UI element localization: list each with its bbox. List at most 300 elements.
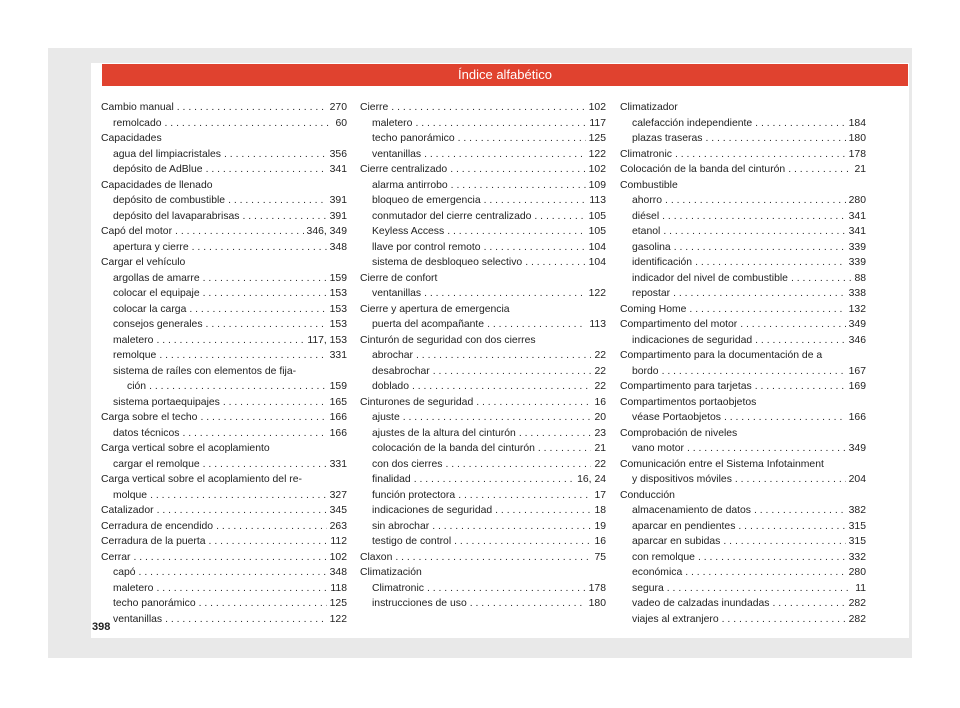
index-subentry bbox=[360, 240, 606, 256]
entry-label: Colocación de la banda del cinturón bbox=[620, 164, 786, 175]
entry-label: Catalizador bbox=[101, 505, 154, 516]
entry-label: Carga vertical sobre el acoplamiento del re- bbox=[101, 474, 302, 485]
entry-label: instrucciones de uso bbox=[372, 598, 467, 609]
entry-page-ref: 117, 153 bbox=[307, 334, 347, 346]
entry-page-ref: 270 bbox=[329, 102, 347, 113]
entry-page-ref: 132 bbox=[848, 303, 866, 315]
index-subentry bbox=[360, 457, 606, 473]
entry-label: cargar el remolque bbox=[113, 458, 200, 470]
index-subentry bbox=[620, 410, 866, 426]
dot-leader bbox=[735, 472, 846, 488]
index-entry bbox=[101, 255, 347, 271]
entry-label: Cierre de confort bbox=[360, 272, 438, 284]
index-subentry bbox=[101, 193, 347, 209]
entry-label: Compartimentos portaobjetos bbox=[620, 396, 757, 408]
entry-label: Cierre bbox=[360, 102, 389, 113]
entry-label: Claxon bbox=[360, 551, 393, 563]
dot-leader bbox=[687, 441, 846, 457]
index-subentry bbox=[101, 426, 347, 442]
entry-label: Cierre y apertura de emergencia bbox=[360, 303, 510, 315]
entry-label: puerta del acompañante bbox=[372, 319, 485, 330]
entry-page-ref: 75 bbox=[594, 551, 606, 563]
dot-leader bbox=[538, 441, 592, 457]
entry-page-ref: 159 bbox=[329, 272, 347, 284]
entry-page-ref: 118 bbox=[330, 582, 347, 594]
entry-label: ción bbox=[127, 381, 147, 392]
entry-page-ref: 391 bbox=[329, 210, 347, 222]
entry-page-ref: 88 bbox=[854, 272, 866, 284]
entry-label: almacenamiento de datos bbox=[632, 505, 751, 516]
dot-leader bbox=[487, 317, 586, 333]
dot-leader bbox=[458, 131, 586, 147]
index-subentry bbox=[101, 348, 347, 364]
index-entry bbox=[620, 379, 866, 395]
index-subentry bbox=[620, 364, 866, 380]
entry-label: colocar la carga bbox=[113, 303, 187, 315]
dot-leader bbox=[667, 581, 852, 597]
dot-leader bbox=[689, 302, 845, 318]
entry-page-ref: 315 bbox=[848, 536, 866, 547]
index-subentry bbox=[360, 488, 606, 504]
entry-label: argollas de amarre bbox=[113, 272, 200, 284]
index-entry bbox=[101, 224, 347, 240]
entry-label: remolcado bbox=[113, 117, 162, 129]
entry-page-ref: 109 bbox=[588, 179, 606, 191]
index-entry bbox=[360, 333, 606, 349]
entry-label: ventanillas bbox=[113, 613, 163, 625]
entry-page-ref: 341 bbox=[848, 210, 866, 222]
entry-label: sistema de desbloqueo selectivo bbox=[372, 257, 523, 268]
entry-label: Coming Home bbox=[620, 303, 687, 315]
dot-leader bbox=[192, 240, 327, 256]
entry-page-ref: 20 bbox=[594, 412, 606, 423]
entry-page-ref: 315 bbox=[848, 520, 866, 532]
dot-leader bbox=[495, 503, 591, 519]
entry-page-ref: 166 bbox=[329, 427, 347, 439]
index-subentry bbox=[360, 364, 606, 380]
entry-label: desabrochar bbox=[372, 365, 430, 377]
entry-label: repostar bbox=[632, 288, 671, 299]
entry-page-ref: 23 bbox=[594, 427, 606, 439]
dot-leader bbox=[673, 286, 846, 302]
entry-page-ref: 16 bbox=[594, 536, 606, 547]
entry-page-ref: 166 bbox=[848, 412, 866, 423]
entry-label: doblado bbox=[372, 381, 409, 392]
dot-leader bbox=[724, 410, 846, 426]
index-subentry bbox=[101, 488, 347, 504]
entry-label: Carga vertical sobre el acoplamiento bbox=[101, 443, 270, 454]
index-subentry bbox=[620, 333, 866, 349]
entry-page-ref: 16 bbox=[594, 396, 606, 408]
dot-leader bbox=[458, 488, 591, 504]
index-subentry bbox=[101, 271, 347, 287]
dot-leader bbox=[740, 317, 845, 333]
dot-leader bbox=[224, 147, 327, 163]
dot-leader bbox=[182, 426, 326, 442]
entry-page-ref: 112 bbox=[330, 536, 347, 547]
entry-label: sin abrochar bbox=[372, 520, 430, 532]
dot-leader bbox=[424, 147, 586, 163]
entry-label: sistema portaequipajes bbox=[113, 396, 220, 408]
dot-leader bbox=[159, 348, 326, 364]
entry-label: bordo bbox=[632, 365, 659, 377]
entry-label: capó bbox=[113, 567, 136, 578]
index-entry bbox=[620, 162, 866, 178]
entry-page-ref: 22 bbox=[594, 350, 606, 361]
entry-label: Compartimento del motor bbox=[620, 319, 738, 330]
index-subentry bbox=[360, 441, 606, 457]
index-subentry bbox=[101, 209, 347, 225]
entry-page-ref: 153 bbox=[329, 319, 347, 330]
entry-page-ref: 166 bbox=[329, 412, 347, 423]
dot-leader bbox=[395, 550, 591, 566]
entry-page-ref: 167 bbox=[848, 365, 866, 377]
dot-leader bbox=[662, 209, 846, 225]
dot-leader bbox=[447, 224, 585, 240]
entry-label: gasolina bbox=[632, 241, 671, 253]
entry-label: depósito del lavaparabrisas bbox=[113, 210, 240, 222]
index-subentry bbox=[360, 116, 606, 132]
entry-page-ref: 165 bbox=[329, 396, 347, 408]
dot-leader bbox=[450, 162, 585, 178]
entry-page-ref: 280 bbox=[848, 567, 866, 578]
entry-page-ref: 153 bbox=[329, 303, 347, 315]
index-subentry bbox=[620, 503, 866, 519]
entry-label: testigo de control bbox=[372, 536, 452, 547]
index-entry bbox=[620, 488, 866, 504]
dot-leader bbox=[199, 596, 327, 612]
dot-leader bbox=[424, 286, 586, 302]
entry-label: Conducción bbox=[620, 489, 675, 501]
dot-leader bbox=[200, 410, 326, 426]
dot-leader bbox=[663, 224, 845, 240]
index-subentry bbox=[360, 472, 606, 488]
entry-label: Climatronic bbox=[620, 148, 672, 160]
dot-leader bbox=[216, 519, 327, 535]
index-subentry bbox=[101, 116, 347, 132]
index-subentry bbox=[620, 565, 866, 581]
dot-leader bbox=[755, 116, 845, 132]
index-subentry bbox=[620, 534, 866, 550]
index-subentry bbox=[101, 379, 347, 395]
entry-page-ref: 341 bbox=[848, 226, 866, 237]
dot-leader bbox=[432, 519, 591, 535]
dot-leader bbox=[675, 147, 846, 163]
entry-label: Capacidades bbox=[101, 133, 162, 144]
entry-label: Combustible bbox=[620, 179, 678, 191]
entry-page-ref: 21 bbox=[854, 164, 866, 175]
entry-label: Cinturón de seguridad con dos cierres bbox=[360, 334, 536, 346]
entry-label: consejos generales bbox=[113, 319, 203, 330]
entry-label: ahorro bbox=[632, 195, 663, 206]
entry-page-ref: 282 bbox=[848, 598, 866, 609]
index-subentry bbox=[620, 240, 866, 256]
index-subentry bbox=[620, 472, 866, 488]
entry-page-ref: 339 bbox=[848, 257, 866, 268]
entry-label: maletero bbox=[372, 117, 413, 129]
entry-label: Climatizador bbox=[620, 102, 678, 113]
entry-page-ref: 22 bbox=[594, 458, 606, 470]
index-column-1 bbox=[101, 100, 347, 627]
entry-label: Comprobación de niveles bbox=[620, 427, 738, 439]
entry-page-ref: 122 bbox=[588, 148, 606, 160]
entry-label: etanol bbox=[632, 226, 661, 237]
entry-label: indicaciones de seguridad bbox=[632, 334, 753, 346]
dot-leader bbox=[755, 379, 846, 395]
entry-page-ref: 331 bbox=[329, 350, 347, 361]
entry-label: vadeo de calzadas inundadas bbox=[632, 598, 770, 609]
entry-label: viajes al extranjero bbox=[632, 613, 719, 625]
entry-label: alarma antirrobo bbox=[372, 179, 448, 191]
index-entry bbox=[101, 131, 347, 147]
entry-page-ref: 117 bbox=[589, 117, 606, 129]
index-subentry bbox=[620, 193, 866, 209]
dot-leader bbox=[791, 271, 851, 287]
dot-leader bbox=[722, 612, 846, 628]
entry-label: depósito de AdBlue bbox=[113, 164, 203, 175]
index-subentry bbox=[620, 255, 866, 271]
entry-label: ventanillas bbox=[372, 288, 422, 299]
entry-page-ref: 122 bbox=[588, 288, 606, 299]
entry-label: Cargar el vehículo bbox=[101, 257, 186, 268]
dot-leader bbox=[203, 286, 327, 302]
dot-leader bbox=[674, 240, 846, 256]
index-subentry bbox=[360, 426, 606, 442]
dot-leader bbox=[519, 426, 592, 442]
dot-leader bbox=[203, 271, 327, 287]
dot-leader bbox=[662, 364, 846, 380]
entry-label: Cierre centralizado bbox=[360, 164, 448, 175]
entry-page-ref: 122 bbox=[329, 613, 347, 625]
entry-page-ref: 21 bbox=[594, 443, 606, 454]
index-entry bbox=[360, 395, 606, 411]
index-subentry bbox=[101, 317, 347, 333]
entry-label: Capó del motor bbox=[101, 226, 173, 237]
index-entry bbox=[360, 302, 606, 318]
index-subentry bbox=[101, 596, 347, 612]
entry-page-ref: 349 bbox=[848, 319, 866, 330]
index-subentry bbox=[360, 596, 606, 612]
index-subentry bbox=[620, 612, 866, 628]
entry-label: con dos cierres bbox=[372, 458, 443, 470]
index-entry bbox=[360, 271, 606, 287]
entry-label: llave por control remoto bbox=[372, 241, 481, 253]
entry-label: con remolque bbox=[632, 551, 695, 563]
index-entry bbox=[620, 302, 866, 318]
index-subentry bbox=[101, 457, 347, 473]
index-subentry bbox=[360, 193, 606, 209]
entry-page-ref: 345 bbox=[329, 505, 347, 516]
entry-label: ajuste bbox=[372, 412, 400, 423]
dot-leader bbox=[206, 162, 327, 178]
dot-leader bbox=[451, 178, 586, 194]
index-entry bbox=[101, 503, 347, 519]
entry-label: Cambio manual bbox=[101, 102, 174, 113]
index-entry bbox=[620, 147, 866, 163]
page-number: 398 bbox=[92, 621, 111, 633]
entry-label: Cerrar bbox=[101, 551, 131, 563]
entry-page-ref: 180 bbox=[848, 133, 866, 144]
dot-leader bbox=[788, 162, 851, 178]
entry-page-ref: 341 bbox=[329, 164, 347, 175]
entry-page-ref: 184 bbox=[848, 117, 866, 129]
dot-leader bbox=[203, 457, 327, 473]
index-subentry bbox=[620, 550, 866, 566]
entry-label: Climatronic bbox=[372, 582, 424, 594]
entry-label: ventanillas bbox=[372, 148, 422, 160]
index-subentry bbox=[360, 348, 606, 364]
dot-leader bbox=[149, 379, 327, 395]
index-subentry bbox=[620, 441, 866, 457]
entry-label: conmutador del cierre centralizado bbox=[372, 210, 532, 222]
index-subentry bbox=[101, 364, 347, 380]
dot-leader bbox=[433, 364, 592, 380]
entry-page-ref: 18 bbox=[594, 505, 606, 516]
dot-leader bbox=[157, 503, 327, 519]
entry-page-ref: 159 bbox=[329, 381, 347, 392]
entry-page-ref: 338 bbox=[848, 288, 866, 299]
entry-label: remolque bbox=[113, 350, 157, 361]
index-subentry bbox=[620, 224, 866, 240]
entry-label: Carga sobre el techo bbox=[101, 412, 198, 423]
dot-leader bbox=[695, 255, 846, 271]
entry-label: aparcar en pendientes bbox=[632, 520, 736, 532]
index-subentry bbox=[360, 410, 606, 426]
dot-leader bbox=[698, 550, 846, 566]
dot-leader bbox=[165, 116, 333, 132]
entry-page-ref: 339 bbox=[848, 241, 866, 253]
entry-label: techo panorámico bbox=[372, 133, 455, 144]
entry-label: sistema de raíles con elementos de fija- bbox=[113, 365, 297, 377]
index-subentry bbox=[101, 240, 347, 256]
index-subentry bbox=[620, 131, 866, 147]
entry-page-ref: 178 bbox=[588, 582, 606, 594]
entry-page-ref: 125 bbox=[329, 598, 347, 609]
dot-leader bbox=[165, 612, 327, 628]
entry-page-ref: 113 bbox=[589, 195, 606, 206]
entry-label: Cerradura de encendido bbox=[101, 520, 214, 532]
entry-page-ref: 17 bbox=[594, 489, 606, 501]
entry-label: y dispositivos móviles bbox=[632, 474, 732, 485]
entry-label: colocación de la banda del cinturón bbox=[372, 443, 535, 454]
entry-label: Cerradura de la puerta bbox=[101, 536, 206, 547]
dot-leader bbox=[209, 534, 328, 550]
entry-label: Compartimento para tarjetas bbox=[620, 381, 752, 392]
entry-page-ref: 11 bbox=[855, 582, 866, 594]
index-subentry bbox=[360, 224, 606, 240]
dot-leader bbox=[665, 193, 846, 209]
index-subentry bbox=[620, 286, 866, 302]
index-subentry bbox=[360, 209, 606, 225]
entry-label: abrochar bbox=[372, 350, 414, 361]
index-subentry bbox=[101, 565, 347, 581]
index-subentry bbox=[360, 534, 606, 550]
entry-label: ajustes de la altura del cinturón bbox=[372, 427, 516, 439]
entry-label: maletero bbox=[113, 334, 154, 346]
entry-label: colocar el equipaje bbox=[113, 288, 200, 299]
index-subentry bbox=[360, 178, 606, 194]
entry-label: molque bbox=[113, 489, 148, 501]
index-entry bbox=[360, 100, 606, 116]
dot-leader bbox=[391, 100, 585, 116]
entry-page-ref: 382 bbox=[848, 505, 866, 516]
dot-leader bbox=[415, 116, 586, 132]
dot-leader bbox=[206, 317, 327, 333]
dot-leader bbox=[754, 503, 846, 519]
entry-page-ref: 102 bbox=[588, 164, 606, 175]
entry-label: Cinturones de seguridad bbox=[360, 396, 474, 408]
dot-leader bbox=[773, 596, 846, 612]
index-entry bbox=[101, 534, 347, 550]
entry-page-ref: 263 bbox=[329, 520, 347, 532]
index-entry bbox=[360, 550, 606, 566]
entry-label: indicador del nivel de combustible bbox=[632, 272, 788, 284]
dot-leader bbox=[738, 519, 845, 535]
dot-leader bbox=[723, 534, 845, 550]
entry-label: identificación bbox=[632, 257, 693, 268]
index-entry bbox=[360, 565, 606, 581]
entry-page-ref: 331 bbox=[329, 458, 347, 470]
dot-leader bbox=[156, 333, 304, 349]
entry-page-ref: 153 bbox=[329, 288, 347, 299]
dot-leader bbox=[139, 565, 327, 581]
entry-page-ref: 102 bbox=[329, 551, 347, 563]
dot-leader bbox=[685, 565, 845, 581]
index-subentry bbox=[101, 333, 347, 349]
dot-leader bbox=[414, 472, 574, 488]
dot-leader bbox=[228, 193, 327, 209]
entry-page-ref: 104 bbox=[588, 241, 606, 253]
dot-leader bbox=[189, 302, 326, 318]
index-subentry bbox=[620, 209, 866, 225]
index-entry bbox=[620, 395, 866, 411]
index-subentry bbox=[360, 131, 606, 147]
dot-leader bbox=[175, 224, 304, 240]
entry-page-ref: 332 bbox=[848, 551, 866, 563]
entry-label: Climatización bbox=[360, 567, 422, 578]
index-entry bbox=[620, 426, 866, 442]
entry-label: Compartimento para la documentación de a bbox=[620, 350, 823, 361]
entry-page-ref: 178 bbox=[848, 148, 866, 160]
index-subentry bbox=[101, 286, 347, 302]
entry-label: indicaciones de seguridad bbox=[372, 505, 493, 516]
index-subentry bbox=[101, 162, 347, 178]
dot-leader bbox=[755, 333, 846, 349]
entry-page-ref: 104 bbox=[588, 257, 606, 268]
dot-leader bbox=[177, 100, 327, 116]
entry-page-ref: 346, 349 bbox=[306, 226, 347, 237]
dot-leader bbox=[484, 240, 586, 256]
entry-page-ref: 346 bbox=[848, 334, 866, 346]
entry-page-ref: 22 bbox=[594, 365, 606, 377]
entry-label: segura bbox=[632, 582, 664, 594]
index-entry bbox=[101, 100, 347, 116]
index-subentry bbox=[101, 581, 347, 597]
index-entry bbox=[360, 162, 606, 178]
index-subentry bbox=[620, 596, 866, 612]
index-subentry bbox=[101, 302, 347, 318]
index-subentry bbox=[360, 519, 606, 535]
entry-page-ref: 349 bbox=[848, 443, 866, 454]
entry-page-ref: 105 bbox=[588, 210, 606, 222]
entry-label: Comunicación entre el Sistema Infotainment bbox=[620, 458, 824, 470]
entry-label: Capacidades de llenado bbox=[101, 179, 213, 191]
entry-page-ref: 113 bbox=[589, 319, 606, 330]
index-entry bbox=[620, 317, 866, 333]
dot-leader bbox=[534, 209, 585, 225]
entry-page-ref: 280 bbox=[848, 195, 866, 206]
entry-page-ref: 105 bbox=[588, 226, 606, 237]
